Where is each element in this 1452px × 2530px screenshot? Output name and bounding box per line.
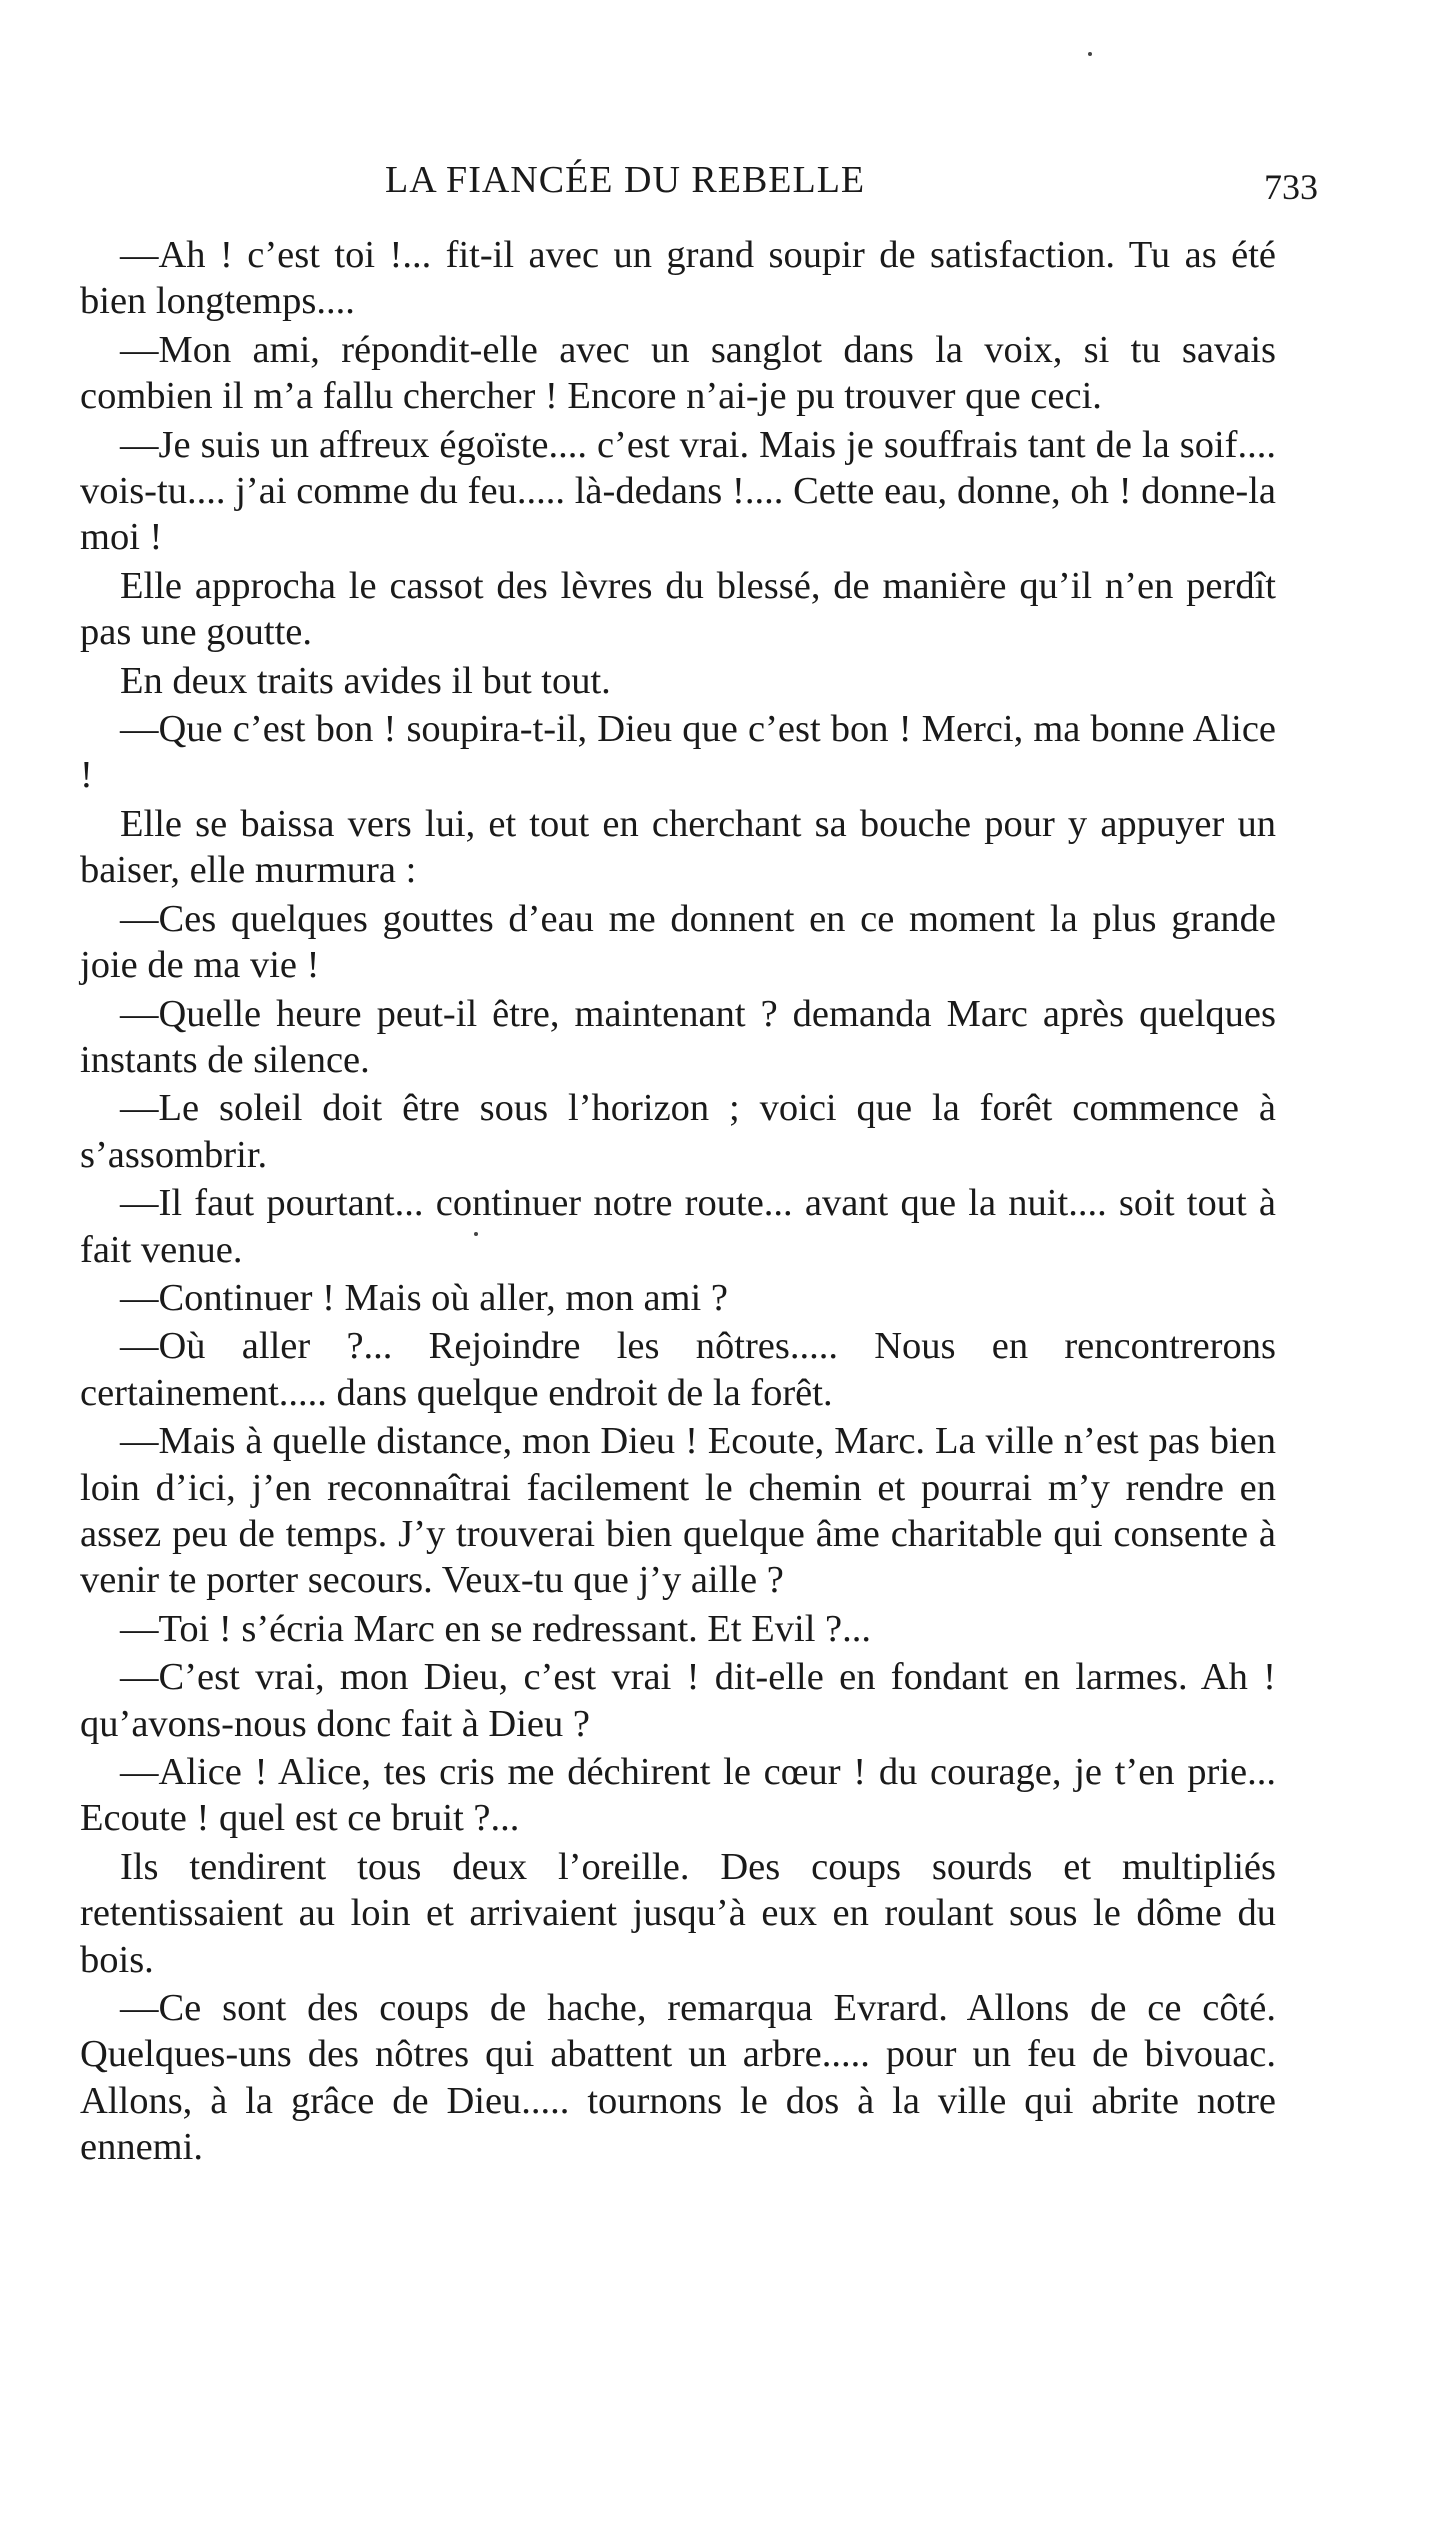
paragraph: Elle approcha le cassot des lèvres du blessé, de manière qu’il n’en perdît pas une goutte. (80, 564, 1276, 654)
paragraph: —Il faut pourtant... continuer notre route... avant que la nuit.... soit tout à fait venue. (80, 1182, 1276, 1271)
paragraph: Ils tendirent tous deux l’oreille. Des coups sourds et multipliés retentissaient au loin et arrivaient jusqu’à eux en roulant sous le dôme du bois. (80, 1845, 1276, 1981)
page-number: 733 (1264, 167, 1318, 207)
paragraph: —Quelle heure peut-il être, maintenant ? demanda Marc après quelques instants de silence. (80, 992, 1276, 1081)
scan-speck (474, 1232, 478, 1236)
running-title: LA FIANCÉE DU REBELLE (385, 159, 866, 201)
paragraph: —Mon ami, répondit-elle avec un sanglot dans la voix, si tu savais combien il m’a fallu chercher ! Encore n’ai-je pu trouver que ceci. (80, 328, 1276, 418)
paragraph: —Continuer ! Mais où aller, mon ami ? (120, 1276, 728, 1319)
running-head (80, 150, 1318, 210)
paragraph: —C’est vrai, mon Dieu, c’est vrai ! dit-elle en fondant en larmes. Ah ! qu’avons-nous donc fait à Dieu ? (80, 1656, 1276, 1745)
paragraph: —Toi ! s’écria Marc en se redressant. Et Evil ?... (120, 1607, 871, 1650)
paragraph: —Alice ! Alice, tes cris me déchirent le cœur ! du courage, je t’en prie... Ecoute ! quel est ce bruit ?... (80, 1751, 1276, 1840)
body-text (80, 232, 1276, 2173)
paragraph: —Je suis un affreux égoïste.... c’est vrai. Mais je souffrais tant de la soif.... vois-tu.... j’ai comme du feu..... là-dedans !.... Cette eau, donne, oh ! donne-la moi ! (80, 423, 1276, 559)
paragraph: —Que c’est bon ! soupira-t-il, Dieu que c’est bon ! Merci, ma bonne Alice ! (80, 708, 1276, 797)
paragraph: En deux traits avides il but tout. (120, 659, 611, 702)
paragraph: —Ce sont des coups de hache, remarqua Evrard. Allons de ce côté. Quelques-uns des nôtres qui abattent un arbre..... pour un feu de bivouac. Allons, à la grâce de Dieu..... tournons le dos à la ville qui abrite notre ennemi. (80, 1987, 1276, 2169)
paragraph: —Ces quelques gouttes d’eau me donnent en ce moment la plus grande joie de ma vie ! (80, 897, 1276, 987)
scan-speck (1088, 52, 1092, 56)
paragraph: —Ah ! c’est toi !... fit-il avec un grand soupir de satisfaction. Tu as été bien longtemps.... (80, 234, 1276, 323)
paragraph: —Où aller ?... Rejoindre les nôtres..... Nous en rencontrerons certainement..... dans quelque endroit de la forêt. (80, 1325, 1276, 1414)
paragraph: —Mais à quelle distance, mon Dieu ! Ecoute, Marc. La ville n’est pas bien loin d’ici, j’en reconnaîtrai facilement le chemin et pourrai m’y rendre en assez peu de temps. J’y trouverai bien quelque âme charitable qui consente à venir te porter secours. Veux-tu que j’y aille ? (80, 1420, 1276, 1602)
paragraph: —Le soleil doit être sous l’horizon ; voici que la forêt commence à s’assombrir. (80, 1087, 1276, 1176)
paragraph: Elle se baissa vers lui, et tout en cherchant sa bouche pour y appuyer un baiser, elle murmura : (80, 802, 1276, 892)
